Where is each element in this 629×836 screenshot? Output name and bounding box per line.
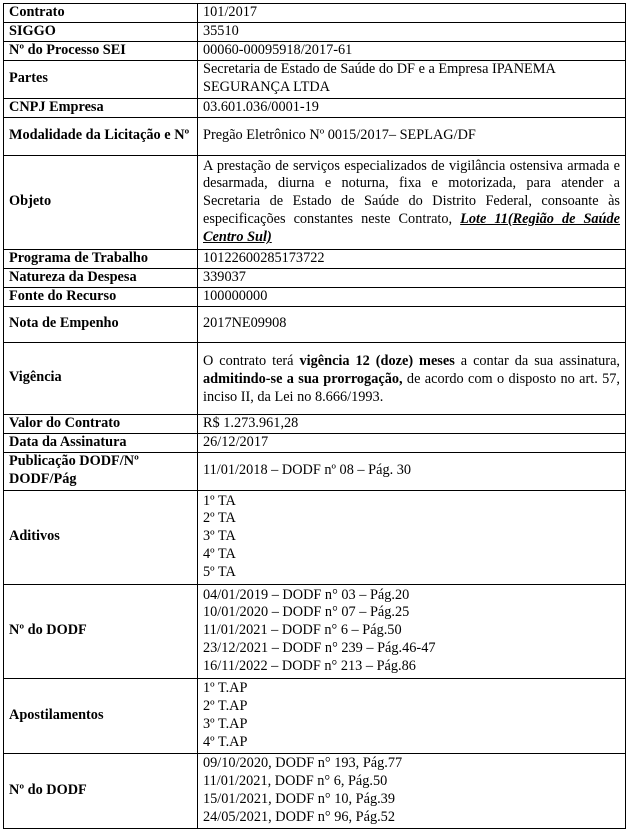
value-siggo: 35510	[198, 22, 626, 41]
vigencia-bold2: admitindo-se a sua prorrogação,	[203, 371, 403, 388]
vigencia-part2: a contar da sua assinatura,	[454, 353, 620, 370]
label-contrato: Contrato	[4, 4, 198, 23]
value-processo: 00060-00095918/2017-61	[198, 41, 626, 60]
dodf-aditivo-item: 11/01/2021 – DODF n° 6 – Pág.50	[203, 622, 402, 639]
row-modalidade	[4, 117, 626, 155]
row-apostilamentos	[4, 678, 626, 753]
dodf-aditivo-item: 04/01/2019 – DODF n° 03 – Pág.20	[203, 586, 410, 603]
apostilamento-item: 3º T.AP	[203, 715, 248, 732]
label-apostilamentos: Apostilamentos	[4, 678, 198, 753]
row-processo	[4, 41, 626, 60]
row-empenho	[4, 306, 626, 342]
dodf-aditivo-item: 10/01/2020 – DODF n° 07 – Pág.25	[203, 604, 410, 621]
row-dodf-apost	[4, 753, 626, 828]
apostilamento-item: 1º T.AP	[203, 680, 248, 696]
vigencia-bold1: vigência 12 (doze) meses	[299, 353, 455, 370]
label-aditivos: Aditivos	[4, 490, 198, 584]
row-valor	[4, 414, 626, 433]
row-aditivos	[4, 490, 626, 584]
value-objeto	[198, 155, 626, 249]
row-vigencia	[4, 342, 626, 414]
label-publicacao: Publicação DODF/Nº DODF/Pág	[4, 452, 198, 490]
label-partes: Partes	[4, 60, 198, 98]
label-programa: Programa de Trabalho	[4, 249, 198, 268]
dodf-apost-item: 09/10/2020, DODF n° 193, Pág.77	[203, 755, 403, 771]
row-siggo	[4, 22, 626, 41]
apostilamento-item: 4º T.AP	[203, 733, 248, 750]
row-natureza	[4, 268, 626, 287]
value-cnpj: 03.601.036/0001-19	[198, 98, 626, 117]
dodf-aditivo-item: 16/11/2022 – DODF n° 213 – Pág.86	[203, 658, 416, 675]
row-contrato	[4, 4, 626, 23]
value-empenho: 2017NE09908	[198, 306, 626, 342]
value-modalidade: Pregão Eletrônico Nº 0015/2017– SEPLAG/DF	[198, 117, 626, 155]
dodf-aditivo-item: 23/12/2021 – DODF n° 239 – Pág.46-47	[203, 640, 436, 657]
aditivo-item: 3º TA	[203, 528, 236, 545]
row-objeto	[4, 155, 626, 249]
aditivo-item: 1º TA	[203, 492, 236, 509]
value-apostilamentos	[198, 678, 626, 753]
row-data-assinatura	[4, 433, 626, 452]
vigencia-part3: de acordo com o disposto no art. 57, inciso II, da Lei no 8.666/1993.	[203, 371, 620, 406]
value-vigencia	[198, 342, 626, 414]
dodf-apost-item: 15/01/2021, DODF n° 10, Pág.39	[203, 790, 395, 807]
contract-table	[3, 3, 626, 829]
value-publicacao: 11/01/2018 – DODF nº 08 – Pág. 30	[198, 452, 626, 490]
label-objeto: Objeto	[4, 155, 198, 249]
dodf-apost-item: 11/01/2021, DODF n° 6, Pág.50	[203, 772, 388, 789]
label-vigencia: Vigência	[4, 342, 198, 414]
row-publicacao	[4, 452, 626, 490]
label-processo: Nº do Processo SEI	[4, 41, 198, 60]
objeto-lote: Lote 11(Região de Saúde Centro Sul)	[203, 211, 621, 246]
objeto-text: A prestação de serviços especializados de vigilância ostensiva armada e desarmada, diurna e noturna, fixa e motorizada, para atender a Secretaria de Estado de Saúde do Distrito Federal, consoante às especificações constantes neste Contrato,	[203, 157, 620, 228]
row-fonte	[4, 287, 626, 306]
row-programa	[4, 249, 626, 268]
aditivo-item: 2º TA	[203, 510, 236, 527]
aditivo-item: 5º TA	[203, 564, 236, 581]
label-natureza: Natureza da Despesa	[4, 268, 198, 287]
apostilamento-item: 2º T.AP	[203, 697, 248, 714]
label-dodf-aditivos: Nº do DODF	[4, 584, 198, 678]
value-partes: Secretaria de Estado de Saúde do DF e a Empresa IPANEMA SEGURANÇA LTDA	[198, 60, 626, 98]
label-cnpj: CNPJ Empresa	[4, 98, 198, 117]
label-valor: Valor do Contrato	[4, 414, 198, 433]
label-fonte: Fonte do Recurso	[4, 287, 198, 306]
value-aditivos	[198, 490, 626, 584]
value-contrato: 101/2017	[198, 4, 626, 23]
value-data-assinatura: 26/12/2017	[198, 433, 626, 452]
value-natureza: 339037	[198, 268, 626, 287]
dodf-apost-item: 24/05/2021, DODF n° 96, Pág.52	[203, 808, 395, 825]
label-dodf-apost: Nº do DODF	[4, 753, 198, 828]
vigencia-part1: O contrato terá	[203, 353, 300, 370]
label-siggo: SIGGO	[4, 22, 198, 41]
value-dodf-aditivos	[198, 584, 626, 678]
row-partes	[4, 60, 626, 98]
value-programa: 10122600285173722	[198, 249, 626, 268]
row-dodf-aditivos	[4, 584, 626, 678]
label-empenho: Nota de Empenho	[4, 306, 198, 342]
label-modalidade: Modalidade da Licitação e Nº	[4, 117, 198, 155]
value-valor: R$ 1.273.961,28	[198, 414, 626, 433]
aditivo-item: 4º TA	[203, 546, 236, 563]
value-fonte: 100000000	[198, 287, 626, 306]
label-data-assinatura: Data da Assinatura	[4, 433, 198, 452]
value-dodf-apost	[198, 753, 626, 828]
row-cnpj	[4, 98, 626, 117]
